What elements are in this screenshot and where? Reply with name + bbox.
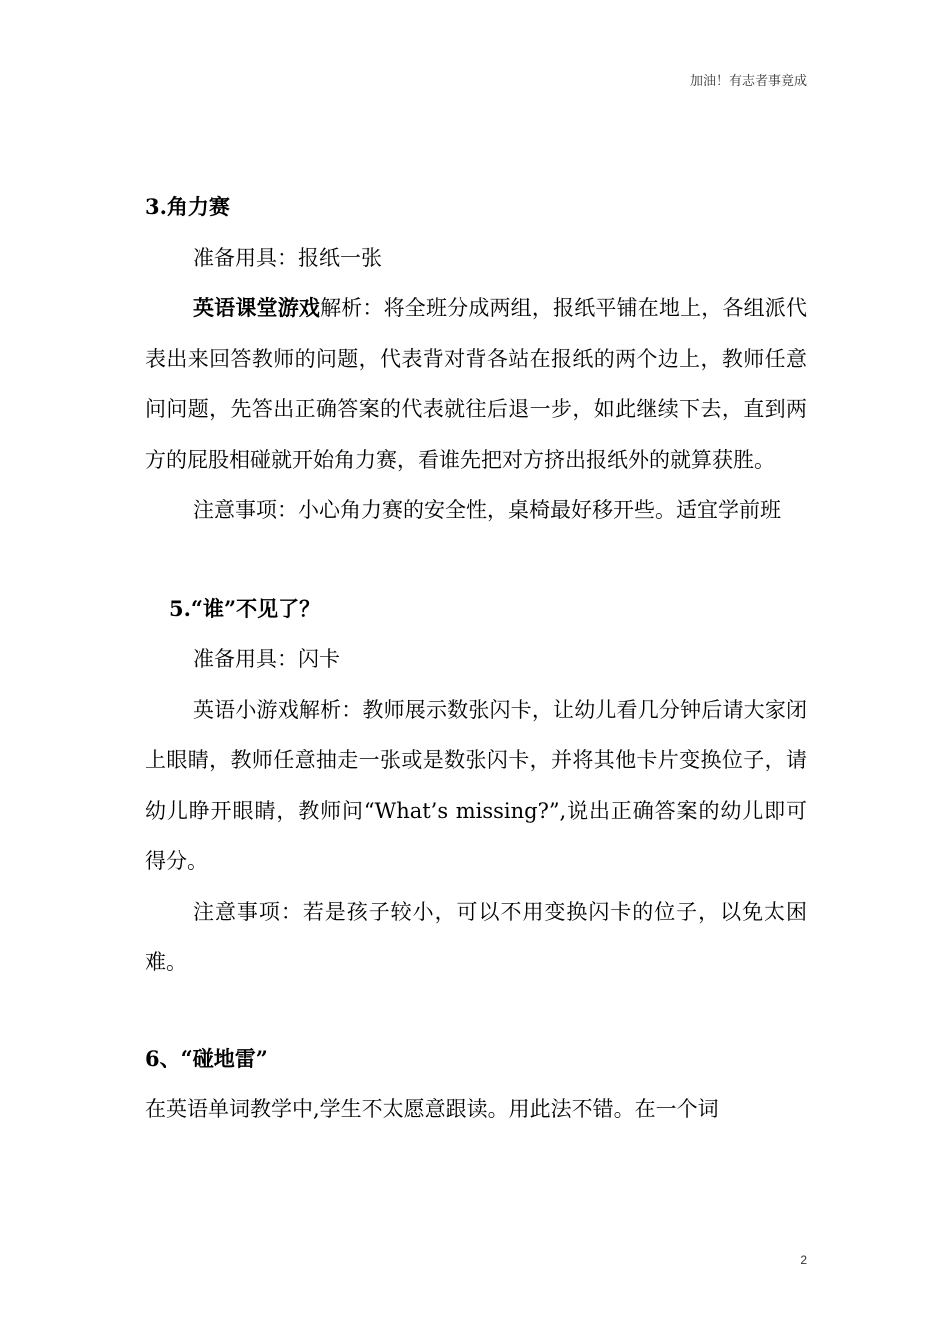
section-3-title: 3.角力赛 <box>145 194 230 219</box>
section-5-notes: 注意事项：若是孩子较小，可以不用变换闪卡的位子，以免太困难。 <box>145 899 807 974</box>
section-3-analysis-text: 解析：将全班分成两组，报纸平铺在地上，各组派代表出来回答教师的问题，代表背对背各站在报纸的两个边上，教师任意问问题，先答出正确答案的代表就往后退一步，如此继续下去，直到两方的屁股相碰就开始角力赛，看谁先把对方挤出报纸外的就算获胜。 <box>145 296 808 472</box>
header-motto: 加油！有志者事竟成 <box>689 74 807 89</box>
section-5-analysis: 英语小游戏解析：教师展示数张闪卡，让幼儿看几分钟后请大家闭上眼睛，教师任意抽走一张或是数张闪卡，并将其他卡片变换位子，请幼儿睁开眼睛，教师问“What’s missing?”,说出正确答案的幼儿即可得分。 <box>145 697 807 873</box>
section-3-analysis <box>145 283 807 485</box>
section-5-title: 5.“谁”不见了？ <box>169 595 321 621</box>
section-3-notes: 注意事项：小心角力赛的安全性，桌椅最好移开些。适宜学前班 <box>193 498 781 522</box>
spacer <box>145 536 807 584</box>
section-6-title: 6、“碰地雷” <box>145 1045 268 1071</box>
document-body <box>145 182 807 1135</box>
spacer <box>145 988 807 1034</box>
page-number: 2 <box>800 1253 807 1267</box>
section-3-analysis-keyword: 英语课堂游戏 <box>193 295 321 320</box>
section-6-text: 在英语单词教学中,学生不太愿意跟读。用此法不错。在一个词 <box>145 1097 719 1121</box>
section-5-materials: 准备用具：闪卡 <box>193 647 340 671</box>
section-3-materials: 准备用具：报纸一张 <box>193 245 382 270</box>
